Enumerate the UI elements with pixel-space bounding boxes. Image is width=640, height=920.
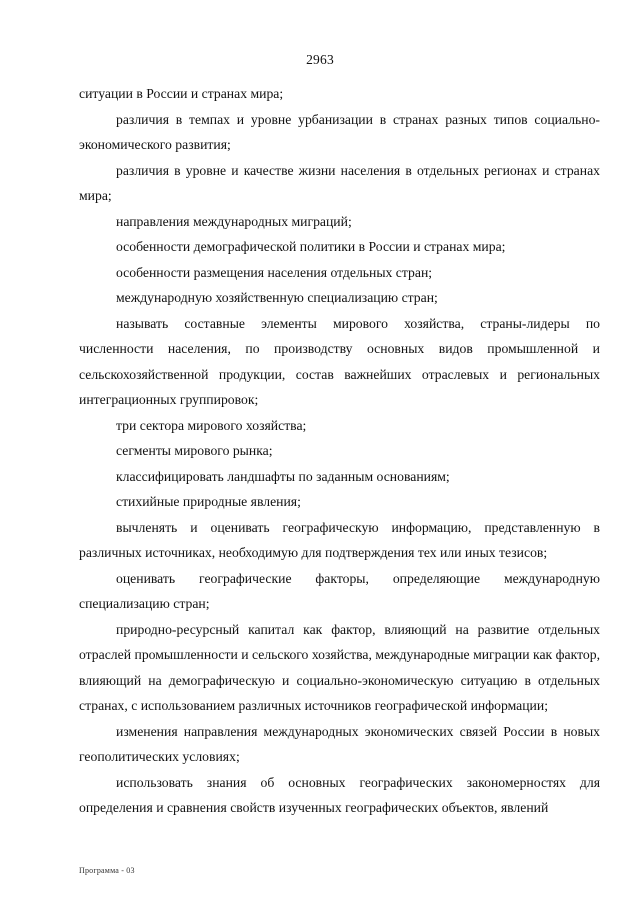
paragraph: различия в уровне и качестве жизни населения в отдельных регионах и странах мира; xyxy=(79,162,600,203)
paragraph: оценивать географические факторы, определяющие международную специализацию стран; xyxy=(79,570,600,611)
paragraph: сегменты мирового рынка; xyxy=(116,443,273,458)
paragraph: классифицировать ландшафты по заданным основаниям; xyxy=(116,468,450,484)
paragraph: особенности размещения населения отдельных стран; xyxy=(116,264,433,280)
paragraph-continuation: ситуации в России и странах мира; xyxy=(79,86,284,101)
page-number: 2963 xyxy=(306,52,334,67)
paragraph: три сектора мирового хозяйства; xyxy=(116,417,307,433)
paragraph: направления международных миграций; xyxy=(116,213,352,229)
paragraph: называть составные элементы мирового хозяйства, страны-лидеры по численности населения, по производству основных видов промышленной и сельскохозяйственной продукции, состав важнейших отраслевых и региональных интеграционных группировок; xyxy=(79,315,600,407)
body-text xyxy=(79,81,600,821)
paragraph: международную хозяйственную специализацию стран; xyxy=(116,290,438,305)
paragraph: использовать знания об основных географических закономерностях для определения и сравнения свойств изученных географических объектов, явлений xyxy=(79,774,600,815)
footer-code: Программа - 03 xyxy=(79,866,135,875)
paragraph: изменения направления международных экономических связей России в новых геополитических условиях; xyxy=(79,723,600,764)
paragraph: стихийные природные явления; xyxy=(116,494,301,509)
paragraph: вычленять и оценивать географическую информацию, представленную в различных источниках, необходимую для подтверждения тех или иных тезисов; xyxy=(79,519,600,560)
paragraph: природно-ресурсный капитал как фактор, влияющий на развитие отдельных отраслей промышленности и сельского хозяйства, международные миграции как фактор, влияющий на демографическую и социально-экономическую ситуацию в отдельных странах, с использованием различных источников географической информации; xyxy=(79,621,600,713)
paragraph: особенности демографической политики в России и странах мира; xyxy=(116,239,506,254)
paragraph: различия в темпах и уровне урбанизации в странах разных типов социально-экономического развития; xyxy=(79,111,600,152)
